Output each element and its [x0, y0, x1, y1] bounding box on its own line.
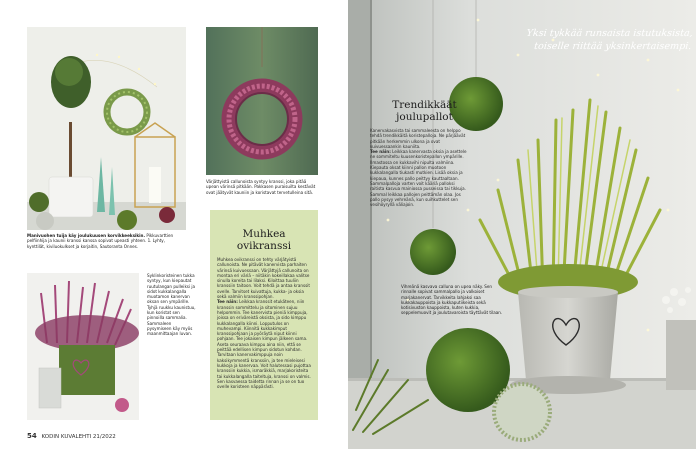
- panel-intro: Muhkea ovikranssi on tehty värjätyistä callunoista. Ne pitävät kanervista parhaiten värinsä kuivuessaan. Värjättyjä callunoita on montaa eri väriä – niitäkin kokeillakaa valitse sinulla koreita tai lilaksi. Kiloittaa tuuliin kranssiin taitoon. Voit tehdä ja antaa kranssit ovelle. Tarvitset kuivattuja, kukka- ja oksia sekä valmiin kranssipohjan.: [217, 257, 310, 300]
- caption-topiary: [27, 233, 184, 249]
- magazine-issue: KODIN KUVALEHTI 21/2022: [41, 434, 116, 440]
- panel-body: [217, 257, 313, 389]
- section-intro: Kanervakasvista tai sammaleesta on helppo tehdä trendikkäitä koristepalloja. Ne pärjäävät pitkään herkemmin ulkona ja ovat kuivuessaankin kauniita.: [370, 128, 466, 149]
- section-howto: Leikkaa kanervasta oksia ja asettele ne sommiteltu kuusenkoristepallon ympärille. Ilmastossa on kukkavihi nipulta valmiina. Kiepauta oksat kiinni pallon muotoon kukkalangalla tiukasti mutkien. Lisää oksia ja kiepaua, kunnes pallo peittyy kauttaaltaan. Sammalpalloja varten voit kääriä palloksi raitista kasvua mainiossa pusseissa tai tikkuja. Sammal leikkaa pallojen peittämän olaa. Jos pallo pysyy vehreänä, kun suihkuttelet sen vesihöyryllä väliajoin.: [370, 149, 467, 208]
- pink-wreath-illustration: [206, 27, 318, 175]
- caption-topiary-text: Pikkuvarttien pelfiinhija ja kaunii kranssi kanssa sopivat upeasti yhteen. 1. Lyhty, kynttilät, kiviluokulkset ja korjaitin, Sautoranta Onnes.: [27, 233, 174, 249]
- section-heading-line1: Trendikkäät: [392, 99, 457, 111]
- panel-title: [210, 228, 318, 252]
- panel-howto-label: Tee näin:: [217, 299, 238, 305]
- heather-spread-illustration: [348, 0, 696, 449]
- wreath-instruction-panel: [210, 210, 318, 420]
- photo-caption: Vihreänä kasvava calluna on upea näky. Sen rinnalle sopivat sammalpallo ja valkoiset marjakanervat. Tarvikkeita lahjaksi saa kukkakauppoista ja kukkaputiikeista sekä kotisivuston kauppoista, kuten kukkia, seppelemuovit ja joulutavaroista täyttävät tilaan.: [401, 284, 503, 316]
- photo-heather-pot: [27, 273, 139, 420]
- photo-pink-wreath: [206, 27, 318, 175]
- page-number: 54: [27, 432, 37, 440]
- caption-topiary-bold: Manivuohen tuija käy joulukuusen korvikkeeksikin.: [27, 233, 146, 238]
- panel-title-line1: Muhkea: [242, 228, 286, 240]
- section-body: [370, 128, 470, 207]
- panel-howto: Leikkaa kranssit etukäteen, niin kranssin sommittelu ja sitominen sujuu helpommin. Tee kanervista pieniä kimppuja, joissa on eriväreistä oksista, ja sido kimppu kukkalangalla kiinni. Lopputulos on muhevampi. Kiinnitä kukkakimput kranssipohjaan ja pyöräytä niput kiinni pohjaan. Tee jokaisen kimpun jälkeen sama. Aseta seuraava kimppu aina niin, että se peittää edellisen kimpun sidotun kohdan. Tarvitaan kanervakimppuja noin kaksikymmentä kranssiin, ja tee mieleisesi kukkoja ja kanervaa. Voit halutessasi pujottaa kranssiin kukkia, ismaräkkiä, marjakoristeita tai kukkalangalla taiteltuja, kranssi on valmis. Sen kasvaessa taidetta rinnan ja se on tuo ovelle koristeen näppärästi.: [217, 299, 311, 390]
- caption-wreath: Värjättyistä callunoista syntyy kranssi, joka pitää upean värinsä pitkään. Pakkasen puraisuilta kestävät ovat jäätyvät kauniin ja koristavat tervetulleina sitä.: [206, 179, 316, 195]
- photo-topiary-lantern: [27, 27, 186, 230]
- pull-quote-line2: toiselle riittää yksinkertaisempi.: [533, 40, 692, 52]
- right-magazine-page: [348, 0, 696, 449]
- heather-pot-illustration: [27, 273, 139, 420]
- topiary-scene-illustration: [27, 27, 186, 230]
- caption-side: Syklinkoristeinen tukka syntyy, kun kiepautat ruutulangan pulleiksi ja sidot kukkalangalla muotamon kanervan oksan sen ympärille. Tyhjä ruukku kaunistuu, kun koristat sen pinnoilla sammalia. Sammaleen pysymiseen käy myös maanmittaajan luvan.: [147, 273, 196, 337]
- panel-title-line2: ovikranssi: [236, 240, 292, 252]
- section-heading: [372, 99, 477, 123]
- pull-quote: [467, 28, 694, 53]
- section-howto-label: Tee näin:: [370, 149, 391, 155]
- pull-quote-line1: Yksi tykkää runsaista istutuksista,: [525, 28, 694, 39]
- page-folio: [27, 432, 116, 440]
- section-heading-line2: joulupallot: [396, 111, 453, 123]
